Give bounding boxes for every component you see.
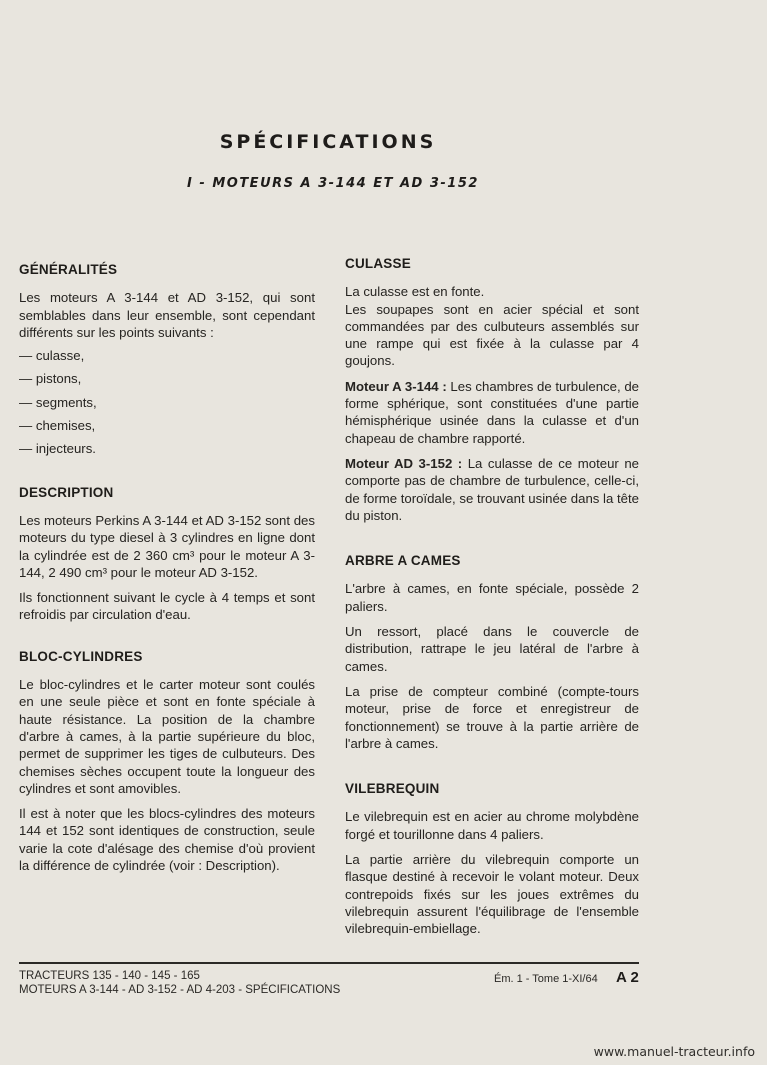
paragraph — [345, 378, 639, 447]
footer-line: TRACTEURS 135 - 140 - 145 - 165 — [19, 970, 200, 982]
list-item: — chemises, — [19, 418, 96, 434]
footer-reference — [19, 970, 340, 997]
footer-edition: Ém. 1 - Tome 1-XI/64 — [494, 973, 598, 985]
section-bloc-cylindres — [19, 648, 315, 875]
paragraph: La partie arrière du vilebrequin comporte un flasque destiné à recevoir le volant moteur. Deux contrepoids fixés sur les joues extrêmes du vilebrequin assurent l'équilibrage de l'ensemble vilebrequin-embiellage. — [345, 852, 639, 937]
section-generalites — [19, 261, 315, 458]
watermark: www.manuel-tracteur.info — [593, 1044, 755, 1059]
paragraph — [345, 455, 639, 524]
paragraph: Le vilebrequin est en acier au chrome molybdène forgé et tourillonne dans 4 paliers. — [345, 809, 639, 842]
paragraph: La prise de compteur combiné (compte-tours moteur, prise de force et enregistreur de fonctionnement) se trouve à la partie arrière de l'arbre à cames. — [345, 683, 639, 751]
paragraph: La culasse est en fonte. — [345, 284, 485, 300]
page-subtitle: I - MOTEURS A 3-144 ET AD 3-152 — [187, 176, 479, 191]
paragraph-text: La culasse de ce moteur ne comporte pas de chambre de turbulence, celle-ci, de forme toroïdale, se trouvant usinée dans la tête du piston. — [345, 455, 639, 523]
list-item: — injecteurs. — [19, 441, 96, 457]
paragraph: Ils fonctionnent suivant le cycle à 4 temps et sont refroidis par circulation d'eau. — [19, 590, 315, 623]
list-item: — culasse, — [19, 348, 85, 364]
paragraph: Le bloc-cylindres et le carter moteur sont coulés en une seule pièce et sont en fonte spéciale à haute résistance. La position de la chambre d'arbre à cames, à la partie supérieure du bloc, permet de supprimer les tiges de culbuteurs. Des chemises sèches occupent toute la longueur des cylindres et sont amovibles. — [19, 677, 315, 796]
bold-lead: Moteur A 3-144 : — [345, 378, 447, 394]
paragraph: Les moteurs Perkins A 3-144 et AD 3-152 sont des moteurs du type diesel à 3 cylindres en ligne dont la cylindrée est de 2 360 cm³ pour le moteur A 3-144, 2 490 cm³ pour le moteur AD 3-152. — [19, 512, 315, 580]
left-column — [19, 261, 315, 882]
list-item: — pistons, — [19, 371, 82, 387]
paragraph: Les soupapes sont en acier spécial et sont commandées par des culbuteurs assemblés sur une rampe qui est fixée à la culasse par 4 goujons. — [345, 301, 639, 369]
section-heading: GÉNÉRALITÉS — [19, 262, 118, 277]
section-heading: BLOC-CYLINDRES — [19, 648, 143, 664]
page-code: A 2 — [616, 969, 639, 986]
paragraph: L'arbre à cames, en fonte spéciale, possède 2 paliers. — [345, 581, 639, 614]
footer-line: MOTEURS A 3-144 - AD 3-152 - AD 4-203 - SPÉCIFICATIONS — [19, 983, 341, 996]
section-culasse — [345, 255, 639, 524]
section-description — [19, 484, 315, 624]
section-heading: DESCRIPTION — [19, 484, 114, 500]
section-arbre-a-cames — [345, 552, 639, 752]
paragraph-text: Les chambres de turbulence, de forme sphérique, sont constituées d'une partie hémisphérique usinée dans la culasse et d'un chapeau de chambre rapporté. — [345, 378, 639, 446]
paragraph: Les moteurs A 3-144 et AD 3-152, qui sont semblables dans leur ensemble, sont cependant différents sur les points suivants : — [19, 290, 315, 340]
bold-lead: Moteur AD 3-152 : — [345, 455, 463, 471]
section-heading: VILEBREQUIN — [345, 781, 440, 797]
paragraph: Un ressort, placé dans le couvercle de distribution, rattrape le jeu latéral de l'arbre à cames. — [345, 624, 639, 674]
list-item: — segments, — [19, 394, 97, 410]
section-heading: CULASSE — [345, 256, 411, 271]
section-heading: ARBRE A CAMES — [345, 553, 461, 569]
footer-divider — [19, 962, 639, 964]
section-vilebrequin — [345, 780, 639, 937]
page-title: SPÉCIFICATIONS — [219, 131, 437, 153]
paragraph: Il est à noter que les blocs-cylindres des moteurs 144 et 152 sont identiques de construction, seule varie la cote d'alésage des chemise d'où provient la différence de cylindrée (voir : Description). — [19, 806, 315, 874]
right-column — [345, 255, 639, 946]
